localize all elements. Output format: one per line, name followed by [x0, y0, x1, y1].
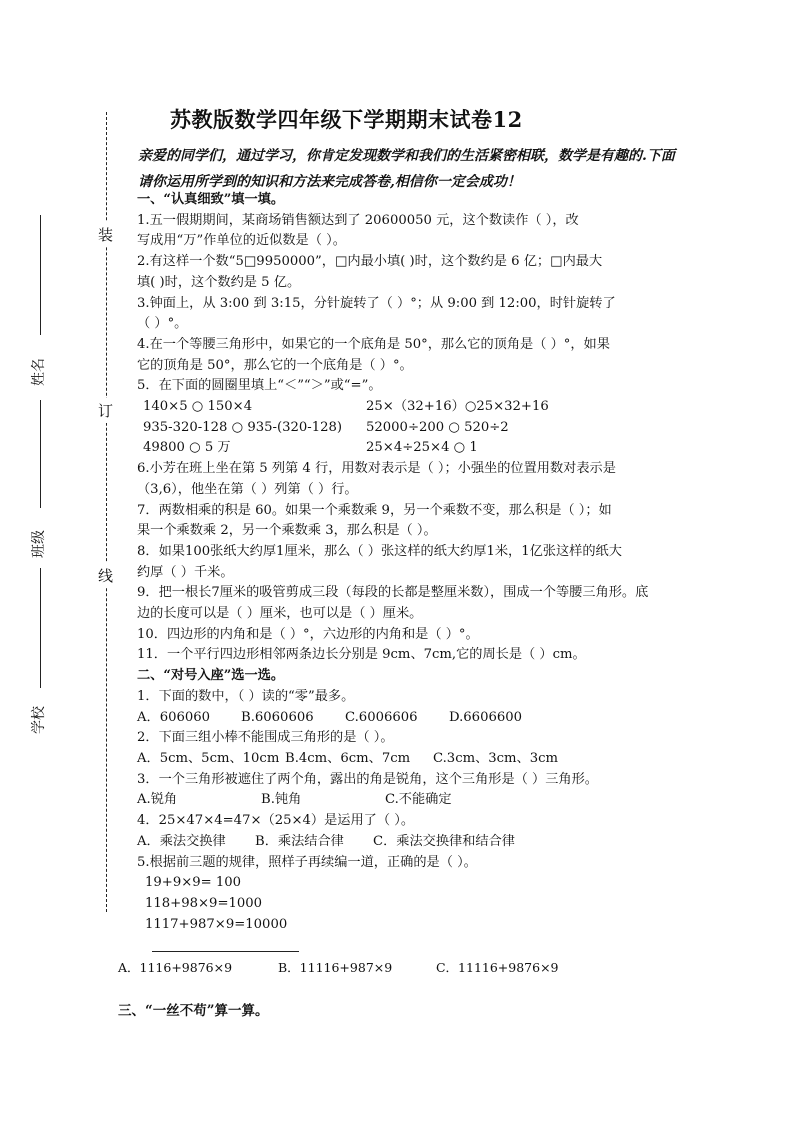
compare-item: 140×5 ○ 150×4: [143, 399, 253, 415]
q1-stem: 1．下面的数中，（ ）读的“零”最多。: [137, 688, 355, 704]
q5-example: 118+98×9=1000: [145, 895, 263, 911]
q5-example: 19+9×9= 100: [145, 875, 242, 891]
s1-line: 2.有这样一个数“5□9950000”，□内最小填( )时，这个数约是 6 亿；□内最大: [137, 254, 603, 270]
s1-line: 填( )时，这个数约是 5 亿。: [137, 274, 301, 290]
option: A．5cm、5cm、10cm: [137, 750, 280, 766]
name-label: 姓名: [31, 358, 47, 386]
class-label: 班级: [31, 530, 47, 558]
name-write-line: [40, 215, 41, 335]
q1-options: [137, 708, 682, 729]
option: A．1116+9876×9: [118, 960, 233, 975]
option: C.不能确定: [385, 792, 452, 808]
s1-line: 8．如果100张纸大约厚1厘米，那么（ ）张这样的纸大约厚1米，1亿张这样的纸大: [137, 543, 622, 559]
binding-char-ding: 订: [98, 398, 113, 423]
compare-row: [137, 397, 682, 418]
class-write-line: [40, 400, 41, 508]
s1-line: 果一个乘数乘 2，另一个乘数乘 3，那么积是（ ）。: [137, 523, 437, 539]
s1-line: 6.小芳在班上坐在第 5 列第 4 行，用数对表示是（ ）；小强坐的位置用数对表示是: [137, 461, 616, 477]
q3-options: [137, 790, 682, 811]
compare-item: 25×（32+16）○25×32+16: [366, 399, 549, 415]
option: D.6606600: [449, 709, 523, 725]
s1-line: 3.钟面上，从 3:00 到 3:15，分针旋转了（ ）°；从 9:00 到 12:00，时针旋转了: [137, 295, 616, 311]
s1-line: 10．四边形的内角和是（ ）°，六边形的内角和是（ ）°。: [137, 626, 479, 642]
intro-paragraph: 亲爱的同学们，通过学习，你肯定发现数学和我们的生活紧密相联，数学是有趣的.下面请你运用所学到的知识和方法来完成答卷,相信你一定会成功！: [138, 148, 675, 190]
option: A．606060: [137, 709, 211, 725]
section1-heading: 一、“认真细致”填一填。: [137, 192, 285, 207]
q4-options: [137, 832, 682, 853]
option: C.6006606: [345, 709, 418, 725]
q5-options: [118, 958, 559, 976]
school-write-line: [40, 568, 41, 688]
option: B．11116+987×9: [277, 960, 393, 975]
compare-item: 49800 ○ 5 万: [143, 440, 231, 456]
compare-item: 935-320-128 ○ 935-(320-128): [143, 419, 343, 435]
s1-line: 5．在下面的圆圈里填上“＜”“＞”或“=”。: [137, 378, 382, 394]
s1-line: 写成用“万”作单位的近似数是（ ）。: [137, 233, 346, 249]
q5-example: 1117+987×9=10000: [145, 916, 288, 932]
option: A．乘法交换律: [137, 833, 226, 849]
option: C．乘法交换律和结合律: [373, 833, 515, 849]
s1-line: （ ）°。: [137, 316, 188, 332]
binding-char-xian: 线: [98, 563, 113, 588]
exam-content: [137, 190, 682, 935]
compare-item: 25×4÷25×4 ○ 1: [366, 440, 478, 456]
s1-line: （3,6），他坐在第（ ）列第（ ）行。: [137, 481, 358, 497]
s1-line: 1.五一假期期间，某商场销售额达到了 20600050 元，这个数读作（ ），改: [137, 212, 579, 228]
q3-stem: 3．一个三角形被遮住了两个角，露出的角是锐角，这个三角形是（ ）三角形。: [137, 771, 598, 787]
s1-line: 约厚（ ）千米。: [137, 564, 234, 580]
option: B.钝角: [261, 792, 302, 808]
school-label: 学校: [31, 706, 47, 734]
binding-char-zhuang: 装: [98, 222, 113, 247]
section3-heading: 三、“一丝不苟”算一算。: [118, 1003, 269, 1019]
q5-stem: 5.根据前三题的规律，照样子再续编一道，正确的是（ ）。: [137, 854, 477, 870]
option: C.3cm、3cm、3cm: [433, 750, 559, 766]
s1-line: 7．两数相乘的积是 60。如果一个乘数乘 9，另一个乘数不变，那么积是（ ）；如: [137, 502, 612, 518]
option: B.4cm、6cm、7cm: [285, 750, 411, 766]
q4-stem: 4．25×47×4=47×（25×4）是运用了（ ）。: [137, 813, 415, 829]
option: B．乘法结合律: [255, 833, 344, 849]
compare-item: 52000÷200 ○ 520÷2: [366, 419, 509, 435]
s1-line: 边的长度可以是（ ）厘米，也可以是（ ）厘米。: [137, 606, 423, 622]
compare-row: [137, 418, 682, 439]
section2-heading: 二、“对号入座”选一选。: [137, 668, 285, 684]
option: C．11116+9876×9: [435, 960, 559, 975]
page-title: 苏教版数学四年级下学期期末试卷12: [170, 107, 523, 132]
compare-row: [137, 438, 682, 459]
option: B.6060606: [241, 709, 314, 725]
s1-line: 9．把一根长7厘米的吸管剪成三段（每段的长都是整厘米数），围成一个等腰三角形。底: [137, 585, 649, 601]
s1-line: 4.在一个等腰三角形中，如果它的一个底角是 50°，那么它的顶角是（ ）°，如果: [137, 336, 610, 352]
option: A.锐角: [137, 792, 178, 808]
s1-line: 它的顶角是 50°，那么它的一个底角是（ ）°。: [137, 357, 413, 373]
q2-stem: 2．下面三组小棒不能围成三角形的是（ ）。: [137, 730, 394, 746]
s1-line: 11．一个平行四边形相邻两条边长分别是 9cm、7cm,它的周长是（ ）cm。: [137, 647, 586, 663]
q2-options: [137, 749, 682, 770]
answer-blank-line: [152, 951, 299, 952]
